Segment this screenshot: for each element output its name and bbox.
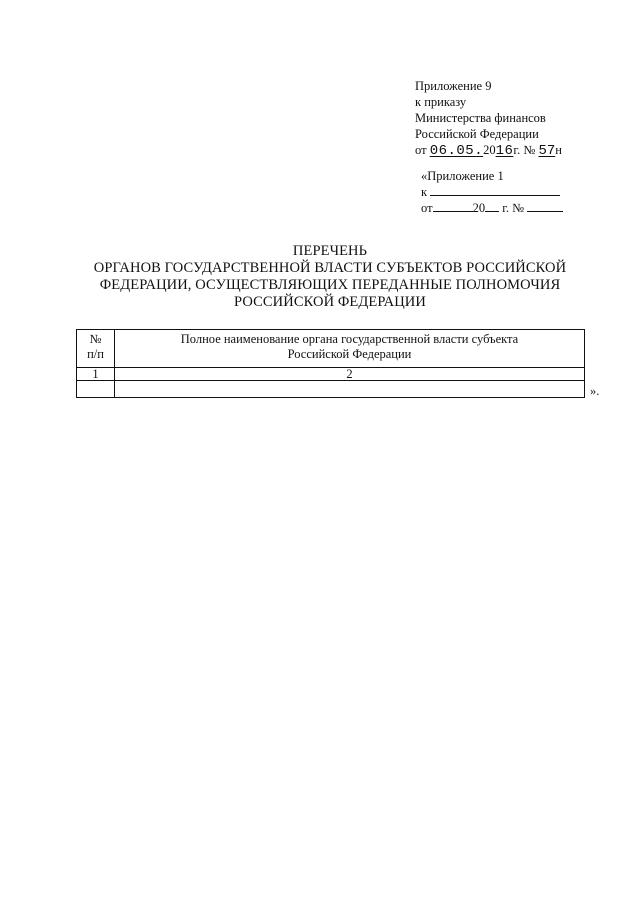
header-number-cell bbox=[77, 330, 115, 368]
header-number-line-2: п/п bbox=[87, 347, 104, 361]
column-index-1: 1 bbox=[77, 368, 115, 381]
empty-cell bbox=[115, 381, 585, 398]
order-suffix: н bbox=[555, 143, 562, 157]
title-line-3: ФЕДЕРАЦИИ, ОСУЩЕСТВЛЯЮЩИХ ПЕРЕДАННЫЕ ПОЛНОМОЧИЯ bbox=[99, 277, 561, 293]
title-line-1: ПЕРЕЧЕНЬ bbox=[292, 243, 368, 259]
blank-line bbox=[527, 200, 563, 212]
order-number-stamp: 57 bbox=[538, 143, 556, 159]
year-stamp: 16 bbox=[495, 143, 514, 159]
header-name-line-1: Полное наименование органа государственной власти субъекта bbox=[180, 332, 519, 346]
appendix-country: Российской Федерации bbox=[415, 127, 539, 141]
authorities-table bbox=[76, 329, 585, 398]
appendix-ministry: Министерства финансов bbox=[415, 111, 546, 125]
date-prefix: от bbox=[415, 143, 427, 157]
appendix-date-line bbox=[415, 142, 562, 159]
header-name-cell bbox=[115, 330, 585, 368]
reference-year: 20 bbox=[472, 201, 486, 215]
table-header-row bbox=[77, 330, 585, 368]
header-name-line-2: Российской Федерации bbox=[287, 347, 412, 361]
reference-to-prefix: к bbox=[421, 185, 428, 199]
appendix-number: Приложение 9 bbox=[415, 79, 492, 93]
document-title bbox=[60, 243, 600, 311]
blank-line bbox=[485, 200, 499, 212]
order-date-stamp: 06.05. bbox=[429, 143, 484, 159]
title-line-4: РОССИЙСКОЙ ФЕДЕРАЦИИ bbox=[234, 294, 426, 310]
appendix-header bbox=[415, 78, 562, 159]
table-row bbox=[77, 381, 585, 398]
reference-date-line bbox=[421, 200, 563, 216]
title-line-2: ОРГАНОВ ГОСУДАРСТВЕННОЙ ВЛАСТИ СУБЪЕКТОВ РОССИЙСКОЙ bbox=[93, 260, 567, 276]
header-number-line-1: № bbox=[89, 332, 102, 346]
appendix-to-order: к приказу bbox=[415, 95, 467, 109]
reference-to-line bbox=[421, 184, 563, 200]
blank-line bbox=[433, 200, 473, 212]
reference-date-prefix: от bbox=[421, 201, 433, 215]
blank-line bbox=[430, 184, 560, 196]
reference-number-label: г. № bbox=[502, 201, 525, 215]
column-index-2: 2 bbox=[115, 368, 585, 381]
reference-block bbox=[421, 168, 563, 216]
closing-quote: ». bbox=[590, 384, 600, 398]
year-after: г. № bbox=[513, 143, 536, 157]
empty-cell bbox=[77, 381, 115, 398]
year-prefix: 20 bbox=[483, 143, 496, 157]
column-index-row bbox=[77, 368, 585, 381]
reference-appendix: «Приложение 1 bbox=[421, 169, 504, 183]
